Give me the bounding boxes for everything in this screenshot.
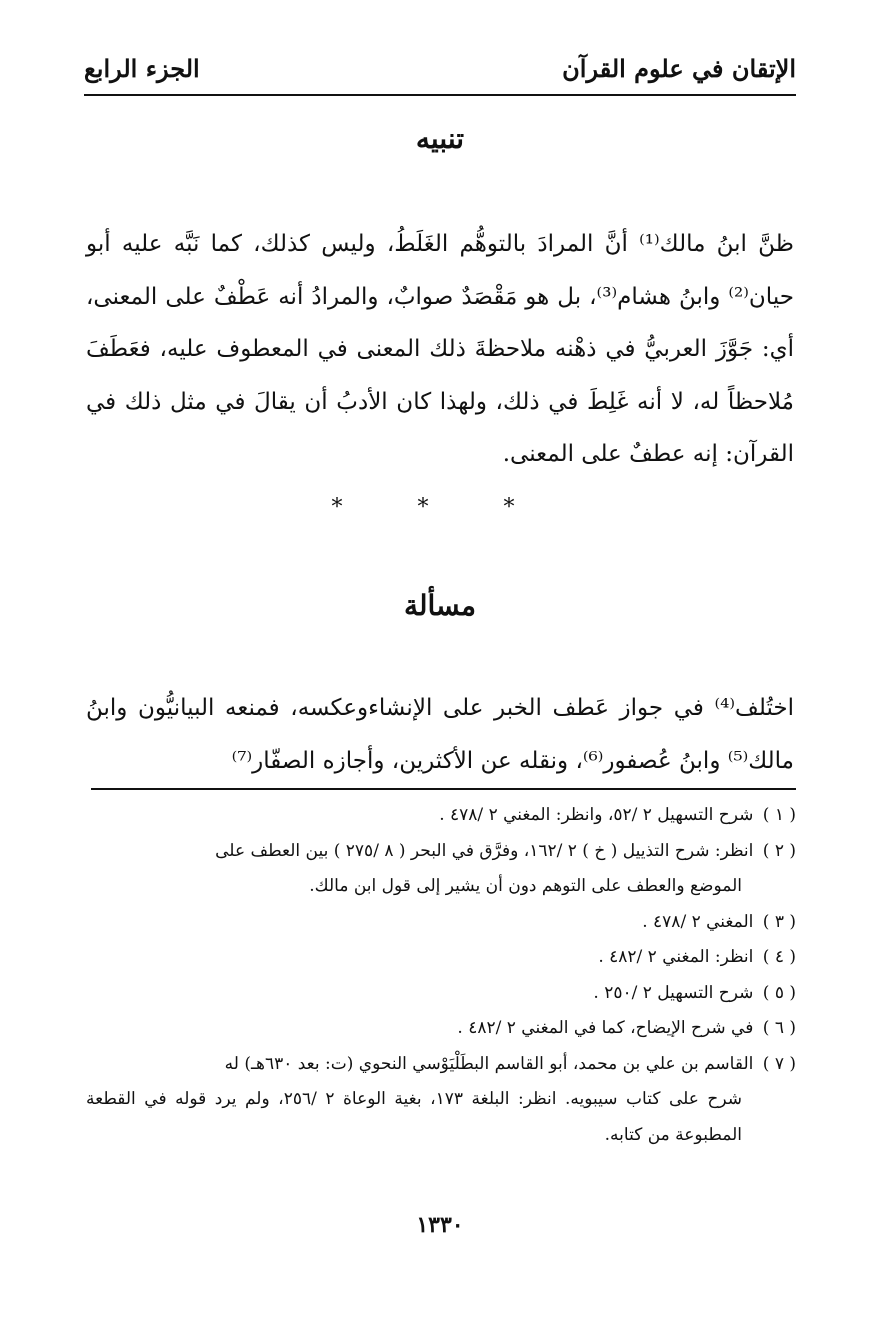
footnote-text: في شرح الإيضاح، كما في المغني ٢ /٤٨٢ . — [457, 1018, 754, 1038]
book-title: الإتقان في علوم القرآن — [562, 54, 796, 83]
footnote-number: ( ٧ ) — [762, 1053, 796, 1074]
section-separator: * * * — [331, 495, 549, 520]
footnote-continuation: الموضع والعطف على التوهم دون أن يشير إلى قول ابن مالك. — [309, 876, 742, 896]
footnote-divider — [91, 788, 796, 790]
footnote-3 — [86, 905, 796, 941]
footnote-text: شرح التسهيل ٢ /٢٥٠ . — [593, 982, 754, 1003]
footnote-7 — [86, 1047, 796, 1154]
footnote-text: شرح التسهيل ٢ /٥٢، وانظر: المغني ٢ /٤٧٨ . — [439, 805, 754, 825]
section-heading-masala: مسألة — [403, 589, 477, 622]
paragraph: اختُلف⁽⁴⁾ في جواز عَطف الخبر على الإنشاءوعكسه، فمنعه البيانيُّون وابنُ مالك⁽⁵⁾ وابنُ عُصفور⁽⁶⁾، ونقله عن الأكثرين، وأجازه الصفّار⁽⁷⁾ — [86, 695, 794, 774]
footnotes — [86, 798, 796, 1153]
footnote-continuation: شرح على كتاب سيبويه. انظر: البلغة ١٧٣، بغية الوعاة ٢ /٢٥٦، ولم يرد قوله في القطعة المطبوعة من كتابه. — [86, 1089, 743, 1145]
footnote-number: ( ٣ ) — [762, 911, 796, 932]
running-header — [84, 52, 796, 96]
footnote-4 — [86, 940, 796, 976]
footnote-1 — [86, 798, 796, 834]
paragraph: ظنَّ ابنُ مالك⁽¹⁾ أنَّ المرادَ بالتوهُّم الغَلَطُ، وليس كذلك، كما نَبَّه عليه أبو حيان⁽²⁾ وابنُ هشام⁽³⁾، بل هو مَقْصَدٌ صوابٌ، والمرادُ أنه عَطْفٌ على المعنى، أي: جَوَّزَ العربيُّ في ذهْنه ملاحظةَ ذلك المعنى في المعطوف عليه، فعَطَفَ مُلاحظاً له، لا أنه غَلِطَ في ذلك، ولهذا كان الأدبُ أن يقالَ في مثل ذلك في القرآن: إنه عطفٌ على المعنى. — [86, 231, 794, 467]
footnote-text: القاسم بن علي بن محمد، أبو القاسم البطَلْيَوْسي النحوي (ت: بعد ٦٣٠هـ) له — [224, 1053, 754, 1074]
footnote-text: انظر: شرح التذييل ( خ ) ٢ /١٦٢، وفرَّق في البحر ( ٨ /٢٧٥ ) بين العطف على — [215, 840, 754, 861]
footnote-6 — [86, 1011, 796, 1047]
page-number: ١٣٣٠ — [416, 1212, 464, 1238]
footnote-number: ( ٦ ) — [762, 1018, 796, 1038]
body-paragraph-tanbih — [86, 218, 794, 481]
footnote-5 — [86, 976, 796, 1012]
footnote-text: المغني ٢ /٤٧٨ . — [642, 911, 754, 932]
body-paragraph-masala — [86, 682, 794, 787]
footnote-text: انظر: المغني ٢ /٤٨٢ . — [598, 947, 754, 967]
section-heading-tanbih: تنبيه — [415, 122, 465, 155]
footnote-number: ( ٥ ) — [762, 982, 796, 1003]
footnote-number: ( ٢ ) — [762, 840, 796, 861]
footnote-number: ( ١ ) — [762, 805, 796, 825]
footnote-2 — [86, 834, 796, 905]
volume-label: الجزء الرابع — [84, 54, 200, 83]
footnote-number: ( ٤ ) — [762, 947, 796, 967]
